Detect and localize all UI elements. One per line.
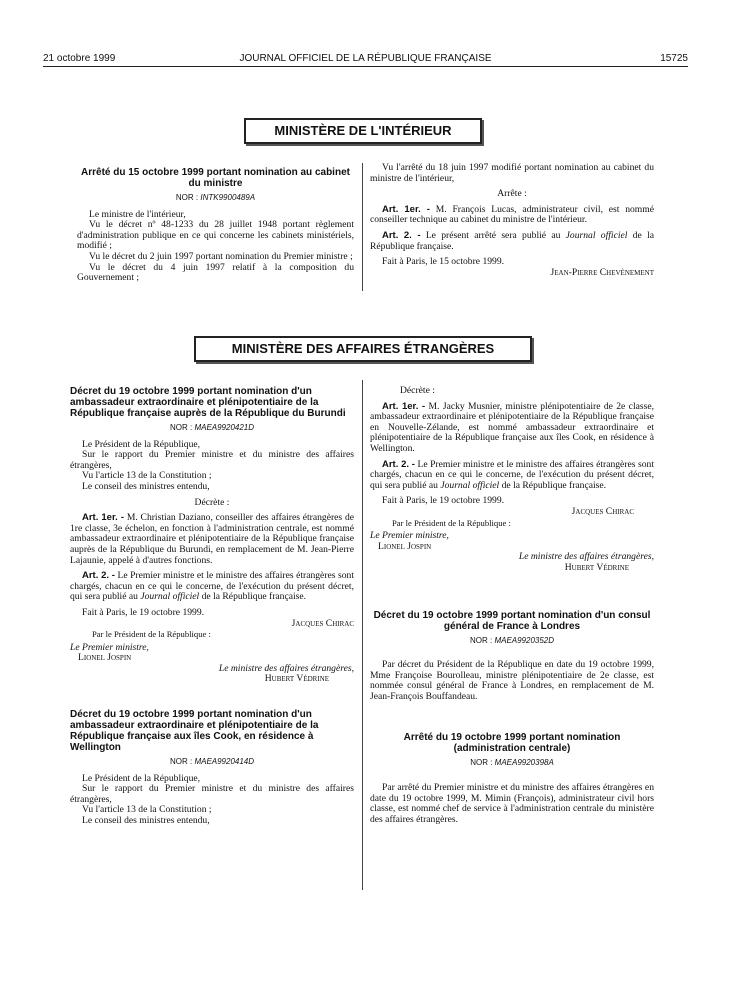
decree-intro: Le Président de la République, bbox=[82, 438, 201, 450]
minister-name: Hubert Védrine bbox=[264, 673, 329, 685]
minister-title: Le ministre des affaires étrangères, bbox=[518, 551, 654, 563]
decree-text: Par arrêté du Premier ministre et du ministre des affaires étrangères en date du 19 octobre 1999, M. Mimin (François), administrateur civil hors classe, est nommé chef de service à l'administration centrale du ministère des affaires étrangères. bbox=[370, 782, 654, 825]
decree-title: Décret du 19 octobre 1999 portant nomination d'un ambassadeur extraordinaire et plénipotentiaire de la République française aux îles Cook, en résidence à Wellington bbox=[70, 709, 319, 754]
nor-reference: NOR : MAEA9920352D bbox=[469, 635, 555, 645]
nor-reference: NOR : MAEA9920398A bbox=[470, 758, 554, 768]
ministry-banner-interieur: MINISTÈRE DE L'INTÉRIEUR bbox=[244, 118, 482, 144]
decree-visa: Vu l'arrêté du 18 juin 1997 modifié portant nomination au cabinet du ministre de l'intérieur, bbox=[370, 162, 654, 184]
minister-name: Hubert Védrine bbox=[564, 561, 629, 573]
header-date: 21 octobre 1999 bbox=[43, 53, 116, 64]
decree-visa: Le conseil des ministres entendu, bbox=[82, 480, 210, 492]
article-2: Art. 2. - Le Premier ministre et le ministre des affaires étrangères sont chargés, chacun en ce qui le concerne, de l'exécution du présent décret, qui sera publié au Journal officiel de la République française. bbox=[370, 458, 654, 491]
decree-date: Fait à Paris, le 19 octobre 1999. bbox=[82, 606, 205, 618]
signature: Jacques Chirac bbox=[291, 617, 354, 629]
decree-visa: Sur le rapport du Premier ministre et du ministre des affaires étrangères, bbox=[70, 783, 354, 805]
decree-text: Par décret du Président de la République en date du 19 octobre 1999, Mme Françoise Bourolleau, ministre plénipotentiaire de 2e classe, est nommée consul général de France à Londres, en remplacement de M. Jean-François Bouffandeau. bbox=[370, 659, 654, 702]
countersign-intro: Par le Président de la République : bbox=[392, 517, 511, 528]
nor-reference: NOR : MAEA9920414D bbox=[169, 757, 255, 767]
article-2: Art. 2. - Le Premier ministre et le ministre des affaires étrangères sont chargés, chacun en ce qui le concerne, de l'exécution du présent décret, qui sera publié au Journal officiel de la République française. bbox=[70, 570, 354, 603]
decree-date: Fait à Paris, le 15 octobre 1999. bbox=[382, 256, 505, 268]
pm-name: Lionel Jospin bbox=[78, 652, 132, 664]
ministry-banner-affaires-etrangeres: MINISTÈRE DES AFFAIRES ÉTRANGÈRES bbox=[194, 336, 532, 362]
decree-visa: Vu l'article 13 de la Constitution ; bbox=[82, 804, 212, 816]
decree-title: Décret du 19 octobre 1999 portant nomination d'un consul général de France à Londres bbox=[373, 609, 651, 632]
article-1: Art. 1er. - M. François Lucas, administrateur civil, est nommé conseiller technique au cabinet du ministre de l'intérieur. bbox=[370, 203, 654, 226]
pm-name: Lionel Jospin bbox=[378, 540, 432, 552]
nor-reference: NOR : MAEA9920421D bbox=[169, 423, 255, 432]
decree-title: Arrêté du 19 octobre 1999 portant nomination (administration centrale) bbox=[403, 732, 621, 755]
nor-reference: NOR : INTK9900489A bbox=[175, 193, 256, 202]
decree-visa: Le conseil des ministres entendu, bbox=[82, 815, 210, 827]
decree-visa: Sur le rapport du Premier ministre et du ministre des affaires étrangères, bbox=[70, 449, 354, 471]
column-divider bbox=[362, 380, 363, 890]
affaires-right-column bbox=[370, 386, 654, 825]
decree-visa: Vu l'article 13 de la Constitution ; bbox=[82, 470, 212, 482]
header-rule bbox=[43, 66, 688, 67]
article-1: Art. 1er. - M. Jacky Musnier, ministre plénipotentiaire de 2e classe, ambassadeur extraordinaire et plénipotentiaire de la République française en Nouvelle-Zélande, est nommé ambassadeur extraordinaire et plénipotentiaire de la République française aux îles Cook, en résidence à Wellington. bbox=[370, 400, 654, 454]
affaires-left-column bbox=[70, 386, 354, 827]
column-divider bbox=[362, 163, 363, 291]
interieur-right-column bbox=[370, 163, 654, 278]
signature: Jacques Chirac bbox=[571, 505, 634, 517]
decrete-heading: Décrète : bbox=[194, 496, 230, 508]
decree-date: Fait à Paris, le 19 octobre 1999. bbox=[382, 495, 505, 507]
article-1: Art. 1er. - M. Christian Daziano, conseiller des affaires étrangères de 1re classe, 3e échelon, en fonction à l'administration centrale, est nommé ambassadeur extraordinaire et plénipotentiaire de la République française auprès de la République du Burundi, en remplacement de M. Jean-Pierre Lajaunie, appelé à d'autres fonctions. bbox=[70, 512, 355, 566]
signature: Jean-Pierre Chevènement bbox=[550, 266, 654, 278]
page-number: 15725 bbox=[660, 53, 688, 64]
decree-intro: Le Président de la République, bbox=[82, 772, 201, 784]
decree-title: Décret du 19 octobre 1999 portant nomination d'un ambassadeur extraordinaire et plénipotentiaire de la République française auprès de la République du Burundi bbox=[70, 386, 346, 419]
decrete-heading: Décrète : bbox=[400, 385, 435, 396]
interieur-left-column bbox=[77, 167, 354, 284]
decree-visa: Vu le décret nº 48-1233 du 28 juillet 1948 portant règlement d'administration publique en ce qui concerne les cabinets ministériels, modifié ; bbox=[77, 219, 354, 252]
decree-visa: Vu le décret du 2 juin 1997 portant nomination du Premier ministre ; bbox=[89, 250, 353, 262]
decree-visa: Vu le décret du 4 juin 1997 relatif à la composition du Gouvernement ; bbox=[77, 261, 354, 284]
decree-intro: Le ministre de l'intérieur, bbox=[89, 208, 186, 220]
article-2: Art. 2. - Le présent arrêté sera publié au Journal officiel de la République française. bbox=[370, 229, 655, 252]
journal-title: JOURNAL OFFICIEL DE LA RÉPUBLIQUE FRANÇAISE bbox=[239, 53, 492, 64]
arrete-heading: Arrête : bbox=[497, 188, 527, 200]
decree-title: Arrêté du 15 octobre 1999 portant nomination au cabinet du ministre bbox=[81, 167, 350, 189]
pm-title: Le Premier ministre, bbox=[70, 641, 149, 653]
countersign-intro: Par le Président de la République : bbox=[92, 629, 211, 640]
minister-title: Le ministre des affaires étrangères, bbox=[218, 662, 354, 674]
pm-title: Le Premier ministre, bbox=[370, 530, 449, 542]
